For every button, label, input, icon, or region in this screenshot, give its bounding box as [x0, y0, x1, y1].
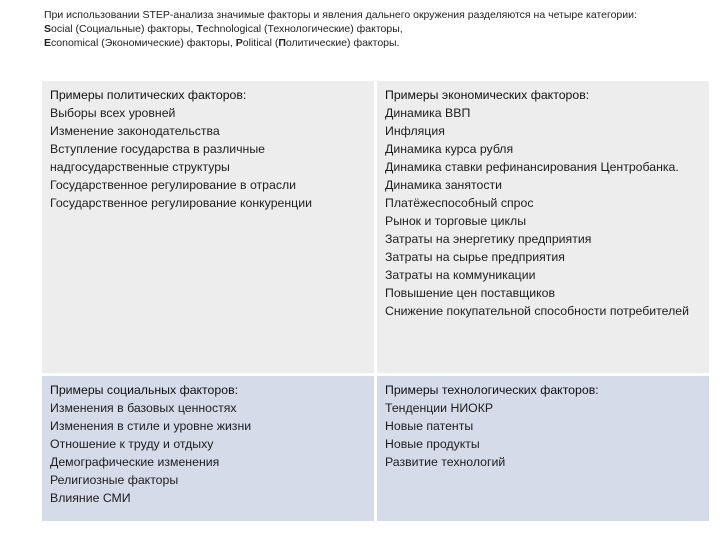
list-item: Религиозные факторы	[50, 473, 179, 487]
list-item: Выборы всех уровней	[50, 106, 176, 120]
list-item: Рынок и торговые циклы	[385, 214, 527, 228]
list-item: Динамика занятости	[385, 178, 502, 192]
list-item: Снижение покупательной способности потребителей	[385, 304, 689, 318]
list-item: Динамика ВВП	[385, 106, 471, 120]
list-item: Отношение к труду и отдыху	[50, 437, 214, 451]
social-label: ocial (Социальные) факторы,	[51, 23, 197, 35]
table-row	[42, 81, 709, 375]
list-item: Динамика курса рубля	[385, 142, 514, 156]
economic-factors-list	[385, 104, 701, 320]
list-item: Тенденции НИОКР	[385, 401, 494, 415]
list-item: Государственное регулирование конкуренции	[50, 196, 312, 210]
table-row	[42, 375, 709, 522]
intro-line-3	[44, 36, 684, 50]
technological-factors-cell	[376, 375, 710, 522]
econ-label: conomical (Экономические) факторы,	[51, 37, 236, 49]
economic-factors-cell	[376, 81, 710, 375]
technological-factors-list	[385, 399, 701, 471]
pol-initial: P	[235, 37, 243, 49]
econ-initial: E	[44, 37, 52, 49]
list-item: Демографические изменения	[50, 455, 220, 469]
social-factors-list	[50, 399, 366, 507]
pol-label: olitical (	[242, 37, 279, 49]
list-item: Влияние СМИ	[50, 491, 131, 505]
political-factors-cell	[42, 81, 376, 375]
technological-factors-title: Примеры технологических факторов:	[385, 383, 599, 397]
list-item: Новые продукты	[385, 437, 480, 451]
list-item: Инфляция	[385, 124, 445, 138]
list-item: Динамика ставки рефинансирования Центробанка.	[385, 160, 679, 174]
list-item: Затраты на коммуникации	[385, 268, 536, 282]
list-item: Государственное регулирование в отрасли	[50, 178, 297, 192]
economic-factors-title: Примеры экономических факторов:	[385, 88, 590, 102]
social-initial: S	[44, 23, 52, 35]
list-item: Затраты на энергетику предприятия	[385, 232, 592, 246]
political-factors-list	[50, 104, 366, 212]
pol-label-ru: олитические) факторы.	[285, 37, 400, 49]
list-item: Платёжеспособный спрос	[385, 196, 534, 210]
list-item: Изменение законодательства	[50, 124, 220, 138]
list-item: Вступление государства в различные надгосударственные структуры	[50, 142, 265, 174]
list-item: Изменения в базовых ценностях	[50, 401, 237, 415]
social-factors-title: Примеры социальных факторов:	[50, 383, 239, 397]
political-factors-title: Примеры политических факторов:	[50, 88, 247, 102]
list-item: Повышение цен поставщиков	[385, 286, 556, 300]
tech-label: echnological (Технологические) факторы,	[202, 23, 403, 35]
intro-line-2	[44, 22, 684, 36]
pol-initial-ru: П	[278, 37, 286, 49]
list-item: Новые патенты	[385, 419, 474, 433]
step-factors-table	[42, 81, 709, 521]
intro-text	[44, 8, 684, 50]
intro-line-1: При использовании STEP-анализа значимые факторы и явления дальнего окружения разделяются на четыре категории:	[44, 9, 637, 21]
list-item: Развитие технологий	[385, 455, 506, 469]
tech-initial: T	[196, 23, 203, 35]
list-item: Затраты на сырье предприятия	[385, 250, 565, 264]
list-item: Изменения в стиле и уровне жизни	[50, 419, 252, 433]
social-factors-cell	[42, 375, 376, 522]
